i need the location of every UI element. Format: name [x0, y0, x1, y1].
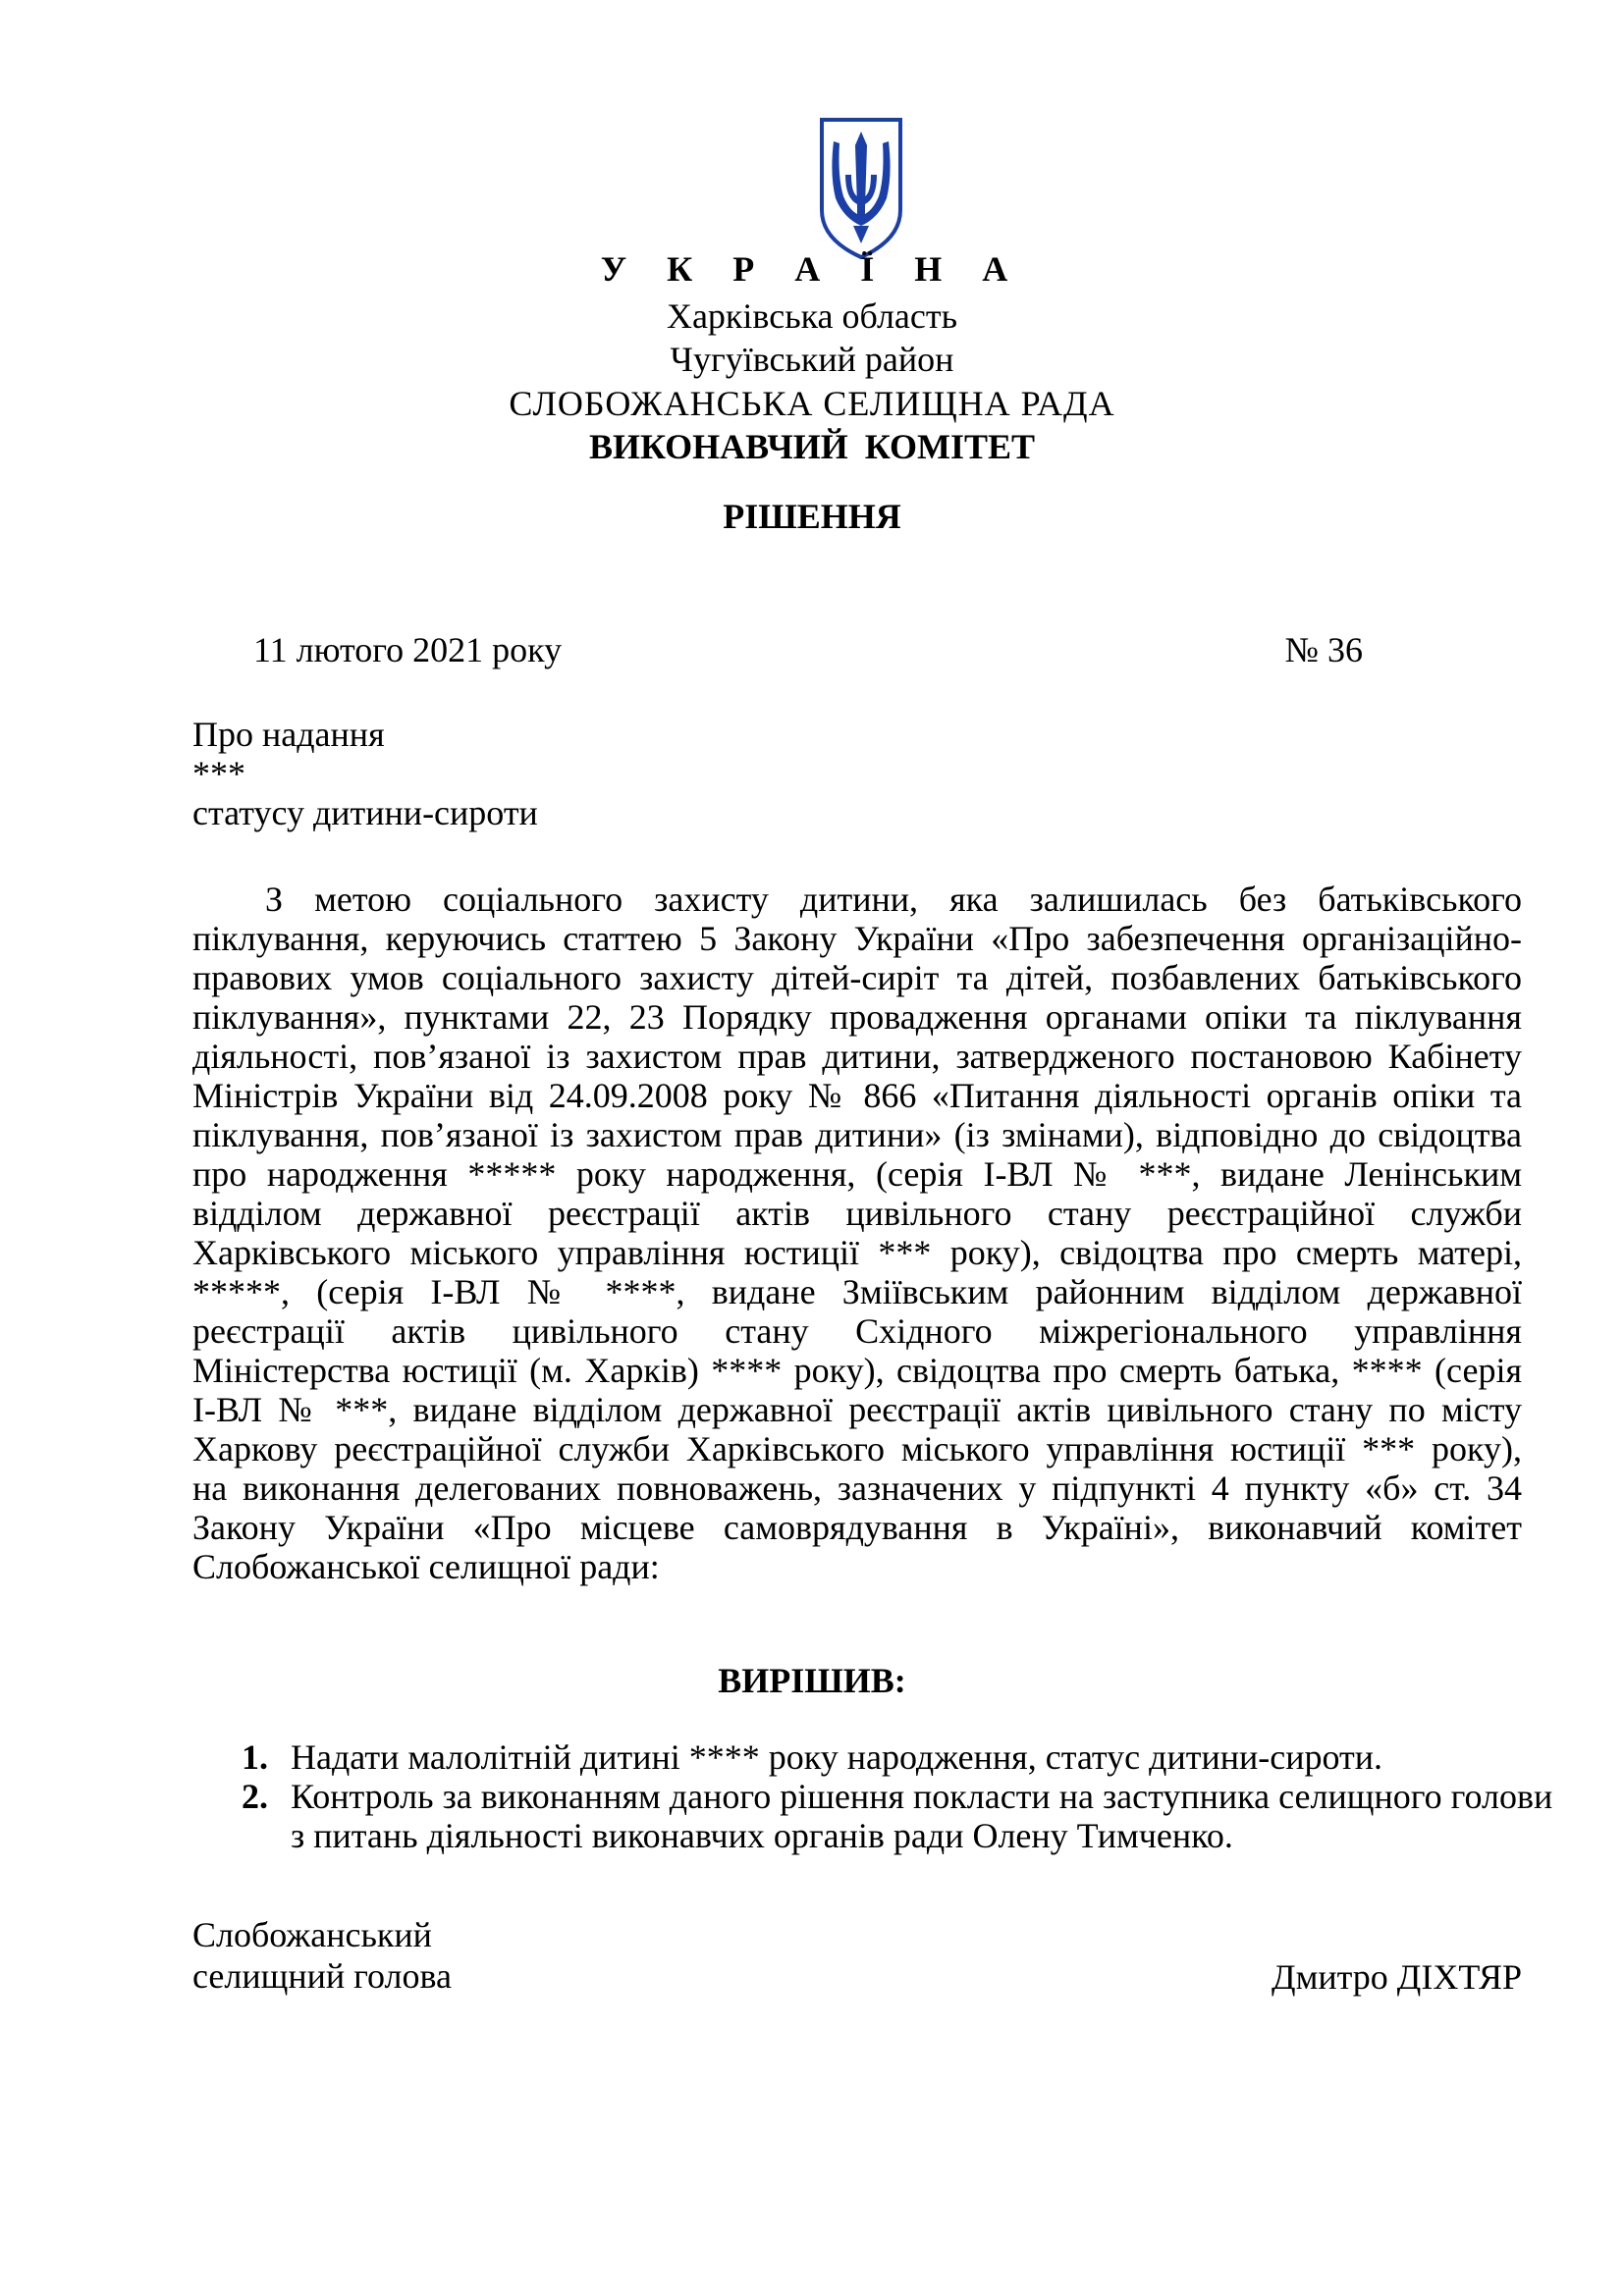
paragraph-line: піклування, керуючись статтею 5 Закону України «Про забезпечення організаційно-	[192, 919, 1522, 958]
paragraph-line: діяльності, пов’язаної із захистом прав дитини, затвердженого постановою Кабінету	[192, 1037, 1522, 1076]
signatory-position	[192, 1914, 452, 1997]
paragraph-line: Харкову реєстраційної служби Харківського міського управління юстиції *** року),	[192, 1429, 1522, 1468]
paragraph-line: Закону України «Про місцеве самоврядування в Україні», виконавчий комітет	[192, 1508, 1522, 1547]
paragraph-line: *****, (серія І-ВЛ № ****, видане Зміївським районним відділом державної	[192, 1272, 1522, 1311]
paragraph-line: Слобожанської селищної ради:	[192, 1547, 660, 1586]
decision-date: 11 лютого 2021 року	[253, 630, 563, 669]
decision-subject	[192, 715, 538, 832]
subject-line: ***	[192, 754, 245, 793]
rayon-name: Чугуївський район	[670, 340, 954, 379]
committee-name: ВИКОНАВЧИЙ КОМІТЕТ	[588, 427, 1036, 466]
paragraph-line: відділом державної реєстрації актів цивільного стану реєстраційної служби	[192, 1194, 1522, 1233]
coat-of-arms-trident-icon	[816, 116, 906, 261]
subject-line: Про надання	[192, 715, 385, 754]
item-line: з питань діяльності виконавчих органів ради Олену Тимченко.	[291, 1816, 1233, 1855]
decision-number: № 36	[1284, 630, 1363, 669]
document-type: РІШЕННЯ	[723, 497, 901, 536]
paragraph-line: Міністрів України від 24.09.2008 року № 866 «Питання діяльності органів опіки та	[192, 1076, 1522, 1115]
paragraph-line: І-ВЛ № ***, видане відділом державної реєстрації актів цивільного стану по місту	[192, 1390, 1522, 1429]
paragraph-line: про народження ***** року народження, (серія І-ВЛ № ***, видане Ленінським	[192, 1154, 1522, 1194]
decision-items	[242, 1737, 1553, 1855]
position-line: Слобожанський	[192, 1915, 432, 1954]
decision-item	[242, 1737, 1522, 1777]
item-number: 2.	[242, 1777, 268, 1816]
paragraph-line: З метою соціального захисту дитини, яка залишилась без батьківського	[265, 880, 1522, 919]
paragraph-line: Харківського міського управління юстиції *** року), свідоцтва про смерть матері,	[192, 1233, 1522, 1272]
paragraph-line: піклування», пунктами 22, 23 Порядку провадження органами опіки та піклування	[192, 997, 1522, 1037]
resolved-heading: ВИРІШИВ:	[718, 1661, 906, 1700]
paragraph-line: правових умов соціального захисту дітей-сиріт та дітей, позбавлених батьківського	[192, 958, 1522, 997]
paragraph-line: на виконання делегованих повноважень, зазначених у підпункті 4 пункту «б» ст. 34	[192, 1468, 1522, 1508]
signatory-name: Дмитро ДІХТЯР	[1272, 1957, 1522, 1997]
paragraph-line: реєстрації актів цивільного стану Східного міжрегіонального управління	[192, 1311, 1522, 1351]
country-name: У К Р А Ї Н А	[600, 249, 1024, 289]
council-name: СЛОБОЖАНСЬКА СЕЛИЩНА РАДА	[509, 384, 1115, 423]
position-line: селищний голова	[192, 1956, 453, 1996]
decision-item	[242, 1777, 1553, 1855]
item-number: 1.	[242, 1737, 268, 1777]
item-line: Надати малолітній дитині **** року народження, статус дитини-сироти.	[291, 1737, 1383, 1777]
item-line: Контроль за виконанням даного рішення покласти на заступника селищного голови	[291, 1777, 1553, 1816]
preamble-paragraph	[192, 880, 1522, 1586]
subject-line: статусу дитини-сироти	[192, 793, 538, 832]
paragraph-line: піклування, пов’язаної із захистом прав дитини» (із змінами), відповідно до свідоцтва	[192, 1115, 1522, 1154]
oblast-name: Харківська область	[666, 296, 958, 336]
paragraph-line: Міністерства юстиції (м. Харків) **** року), свідоцтва про смерть батька, **** (серія	[192, 1351, 1522, 1390]
